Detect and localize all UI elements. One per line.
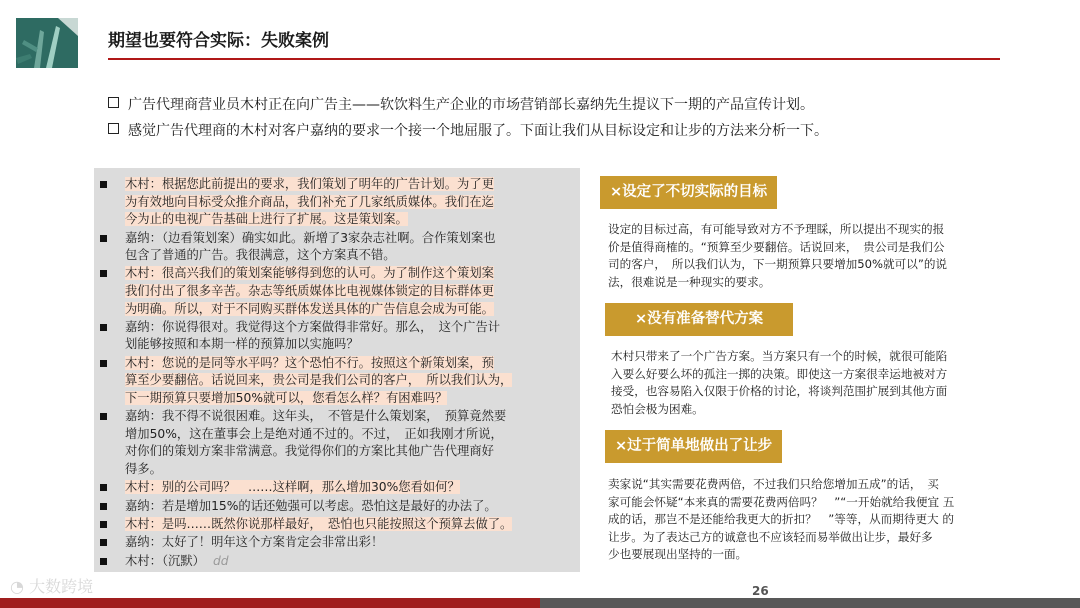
desc-line: 接受，也容易陷入仅限于价格的讨论，将谈判范围扩展到其他方面: [611, 384, 948, 398]
bullet-square-icon: [100, 539, 107, 546]
dialogue-line-text: 嘉纳：太好了！明年这个方案肯定会非常出彩！: [125, 535, 384, 550]
dialogue-text: [125, 553, 575, 571]
dialogue-line: [125, 372, 575, 390]
intro-text-1: 广告代理商营业员木村正在向广告主——软饮料生产企业的市场营销部长嘉纳先生提议下一期的产品宣传计划。: [128, 97, 814, 113]
dialogue-line-text: 木村：是吗……既然你说那样最好， 恐怕也只能按照这个预算去做了。: [125, 517, 513, 531]
dialogue-line-text: 为明确。所以，对于不同购买群体发送具体的广告信息会成为可能。: [125, 301, 494, 316]
dialogue-line: [125, 265, 575, 283]
dialogue-line: [125, 194, 575, 212]
dialogue-line: [125, 355, 575, 373]
dialogue-line: [125, 230, 575, 248]
desc-line: 让步。为了表达己方的诚意也不应该轻而易举做出让步，最好多: [608, 529, 933, 544]
checkbox-bullet-icon: [108, 97, 119, 108]
point-badge-1: ×设定了不切实际的目标: [600, 176, 777, 209]
bullet-square-icon: [100, 235, 107, 242]
dialogue-text: [125, 498, 575, 516]
bullet-square-icon: [100, 521, 107, 528]
bullet-square-icon: [100, 270, 107, 277]
dialogue-text: [125, 516, 575, 534]
dialogue-line-text: 包含了普通的广告。我很满意，这个方案真不错。: [125, 248, 396, 263]
desc-line: 价是值得商榷的。“预算至少要翻倍。话说回来， 贵公司是我们公: [608, 239, 945, 254]
brand-watermark: [10, 574, 93, 597]
header-photo: [16, 18, 78, 68]
intro-bullet-2: [108, 120, 828, 140]
intro-bullet-1: [108, 94, 814, 114]
dialogue-line-text: 我们付出了很多辛苦。杂志等纸质媒体比电视媒体锁定的目标群体更: [125, 283, 494, 298]
footer-bar-gray: [540, 598, 1080, 608]
dialogue-line-text: 嘉纳：（边看策划案）确实如此。新增了3家杂志社啊。合作策划案也: [125, 230, 496, 245]
dialogue-line-text: 对你们的策划方案非常满意。我觉得你们的方案比其他广告代理商好: [125, 444, 494, 459]
brand-logo-icon: ◔: [10, 577, 24, 596]
dialogue-line-text: 嘉纳：你说得很对。我觉得这个方案做得非常好。那么， 这个广告计: [125, 319, 501, 334]
dialogue-line-text: 木村：很高兴我们的策划案能够得到您的认可。为了制作这个策划案: [125, 266, 494, 281]
dialogue-text: [125, 479, 575, 497]
dialogue-line-text: 嘉纳：若是增加15%的话还勉强可以考虑。恐怕这是最好的办法了。: [125, 498, 497, 513]
dialogue-text: [125, 355, 575, 408]
checkbox-bullet-icon: [108, 123, 119, 134]
photo-graphic: [16, 18, 78, 68]
dialogue-line: [125, 336, 575, 354]
desc-line: 少也要展现出坚持的一面。: [608, 547, 748, 561]
dialogue-line-text: 算至少要翻倍。话说回来，贵公司是我们公司的客户， 所以我们认为，: [125, 373, 513, 388]
desc-line: 设定的目标过高，有可能导致对方不予理睬，所以提出不现实的报: [608, 222, 945, 236]
point-badge-3: ×过于简单地做出了让步: [605, 430, 782, 463]
dialogue-line: [125, 319, 575, 337]
intro-text-2: 感觉广告代理商的木村对客户嘉纳的要求一个接一个地屈服了。下面让我们从目标设定和让步的方法来分析一下。: [128, 123, 828, 139]
point-desc-3: [608, 476, 954, 564]
bullet-square-icon: [100, 324, 107, 331]
dialogue-line-text: 嘉纳：我不得不说很困难。这年头， 不管是什么策划案， 预算竟然要: [125, 409, 507, 424]
footer-bar-red: [0, 598, 540, 608]
desc-line: 家可能会怀疑“本来真的需要花费两倍吗？ ”“一开始就给我便宜 五: [608, 494, 955, 509]
desc-line: 法，很难说是一种现实的要求。: [608, 274, 771, 289]
dialogue-line-text: 增加50%，这在董事会上是绝对通不过的。不过， 正如我刚才所说，: [125, 426, 503, 441]
dialogue-line-text: 下一期预算只要增加50%就可以，您看怎么样？有困难吗？: [125, 390, 448, 405]
dialogue-line-text: 划能够按照和本期一样的预算加以实施吗？: [125, 337, 359, 352]
desc-line: 卖家说“其实需要花费两倍，不过我们只给您增加五成”的话， 买: [608, 477, 939, 491]
dialogue-text: [125, 534, 575, 552]
dialogue-line: [125, 211, 575, 229]
dialogue-text: [125, 230, 575, 265]
dialogue-line: [125, 479, 575, 497]
dialogue-line: [125, 408, 575, 426]
dialogue-line: [125, 534, 575, 552]
desc-line: 司的客户， 所以我们认为，下一期预算只要增加50%就可以”的说: [608, 257, 948, 271]
dialogue-line: [125, 553, 575, 571]
dialogue-line: [125, 283, 575, 301]
dialogue-text: [125, 265, 575, 318]
dialogue-line-text: 得多。: [125, 462, 162, 477]
dialogue-line: [125, 176, 575, 194]
bullet-square-icon: [100, 413, 107, 420]
bullet-square-icon: [100, 484, 107, 491]
desc-line: 成的话，那岂不是还能给我更大的折扣？ ”等等，从而期待更大 的: [608, 512, 954, 526]
dialogue-line-text: 今为止的电视广告基础上进行了扩展。这是策划案。: [125, 212, 408, 227]
bullet-square-icon: [100, 558, 107, 565]
dialogue-line: [125, 390, 575, 408]
dialogue-text: [125, 408, 575, 478]
page-title: 期望也要符合实际：失败案例: [108, 31, 329, 51]
dialogue-line: [125, 247, 575, 265]
brand-name: 大数跨境: [29, 577, 94, 596]
point-desc-1: [608, 221, 947, 291]
bullet-square-icon: [100, 181, 107, 188]
dialogue-text: [125, 176, 575, 229]
dialogue-line: [125, 301, 575, 319]
page-number: 26: [752, 584, 769, 598]
dialogue-line-text: 木村：（沉默）: [125, 553, 205, 568]
desc-line: 入要么好要么坏的孤注一掷的决策。即使这一方案很幸运地被对方: [611, 366, 948, 381]
dialogue-line: [125, 498, 575, 516]
dialogue-line: [125, 426, 575, 444]
dialogue-line-text: 木村：别的公司吗？ ……这样啊，那么增加30%您看如何？: [125, 480, 460, 495]
point-desc-2: [611, 348, 947, 418]
dialogue-trail: dd: [212, 553, 229, 568]
bullet-square-icon: [100, 360, 107, 367]
dialogue-text: [125, 319, 575, 354]
desc-line: 恐怕会极为困难。: [611, 401, 704, 416]
title-divider: [108, 58, 1000, 60]
dialogue-line-text: 木村：根据您此前提出的要求，我们策划了明年的广告计划。为了更: [125, 177, 494, 191]
dialogue-line: [125, 516, 575, 534]
dialogue-line-text: 为有效地向目标受众推介商品，我们补充了几家纸质媒体。我们在迄: [125, 194, 494, 209]
dialogue-line-text: 木村：您说的是同等水平吗？这个恐怕不行。按照这个新策划案，预: [125, 355, 494, 370]
desc-line: 木村只带来了一个广告方案。当方案只有一个的时候，就很可能陷: [611, 349, 948, 363]
point-badge-2: ×没有准备替代方案: [605, 303, 793, 336]
bullet-square-icon: [100, 503, 107, 510]
dialogue-line: [125, 461, 575, 479]
dialogue-line: [125, 443, 575, 461]
